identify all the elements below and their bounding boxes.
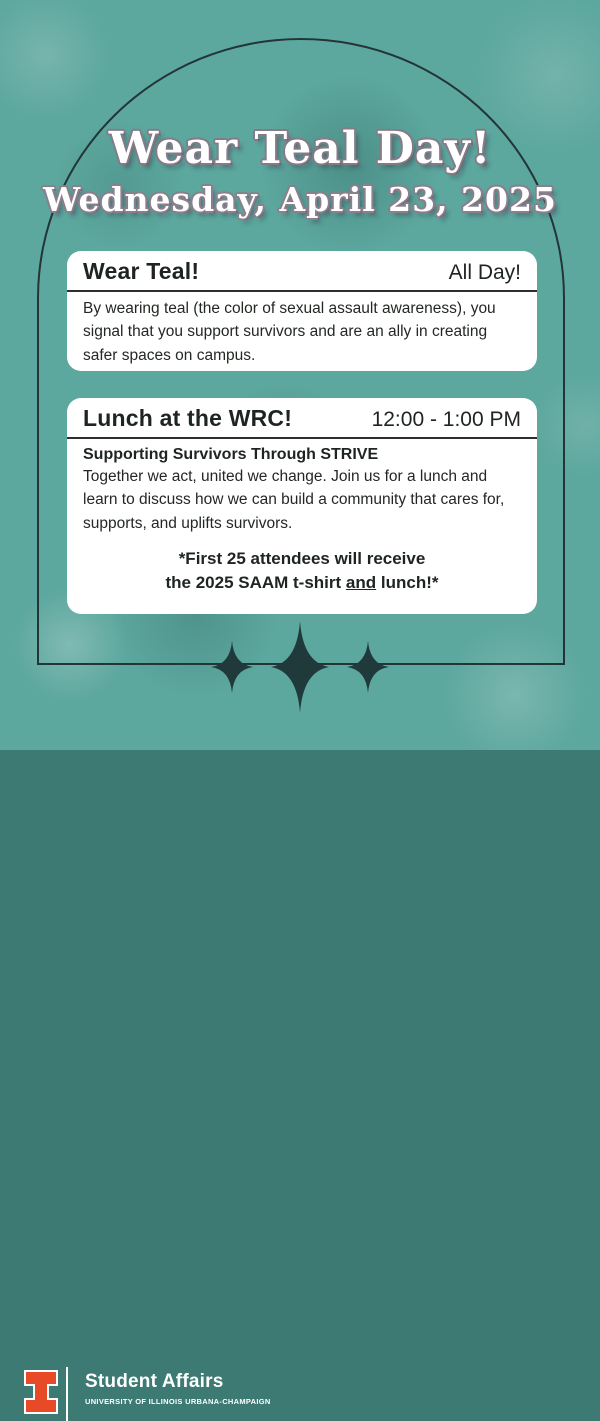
- wear-teal-card: [67, 251, 537, 371]
- footer-divider: [66, 1367, 68, 1421]
- footer-wordmark: [85, 1371, 271, 1406]
- underlined-and: and: [345, 573, 377, 593]
- attendee-note-line1: *First 25 attendees will receive: [178, 548, 426, 568]
- university-name: UNIVERSITY OF ILLINOIS URBANA-CHAMPAIGN: [85, 1397, 271, 1406]
- lunch-description: Together we act, united we change. Join us for a lunch and learn to discuss how we can build a community that cares for, supports, and uplifts survivors.: [83, 468, 505, 532]
- lunch-heading: Lunch at the WRC!: [83, 405, 293, 431]
- illinois-block-i-logo: [22, 1368, 60, 1416]
- flyer-title-block: [0, 124, 600, 219]
- page-title: Wear Teal Day!: [108, 123, 492, 174]
- lunch-time: 12:00 - 1:00 PM: [371, 408, 521, 431]
- wear-teal-card-header: [67, 251, 537, 290]
- wear-teal-description: By wearing teal (the color of sexual assault awareness), you signal that you support survivors and are an ally in creating safer spaces on campus.: [83, 300, 496, 364]
- lunch-card: [67, 398, 537, 614]
- event-date: Wednesday, April 23, 2025: [43, 179, 557, 219]
- student-affairs-wordmark: Student Affairs: [85, 1371, 224, 1392]
- attendee-note: [67, 547, 537, 596]
- footer: [0, 680, 600, 1406]
- wear-teal-time: All Day!: [448, 261, 521, 284]
- lunch-subheading: Supporting Survivors Through STRIVE: [83, 446, 379, 463]
- lunch-card-header: [67, 398, 537, 437]
- wear-teal-heading: Wear Teal!: [83, 258, 200, 284]
- attendee-note-line2: the 2025 SAAM t-shirt and lunch!*: [165, 573, 439, 593]
